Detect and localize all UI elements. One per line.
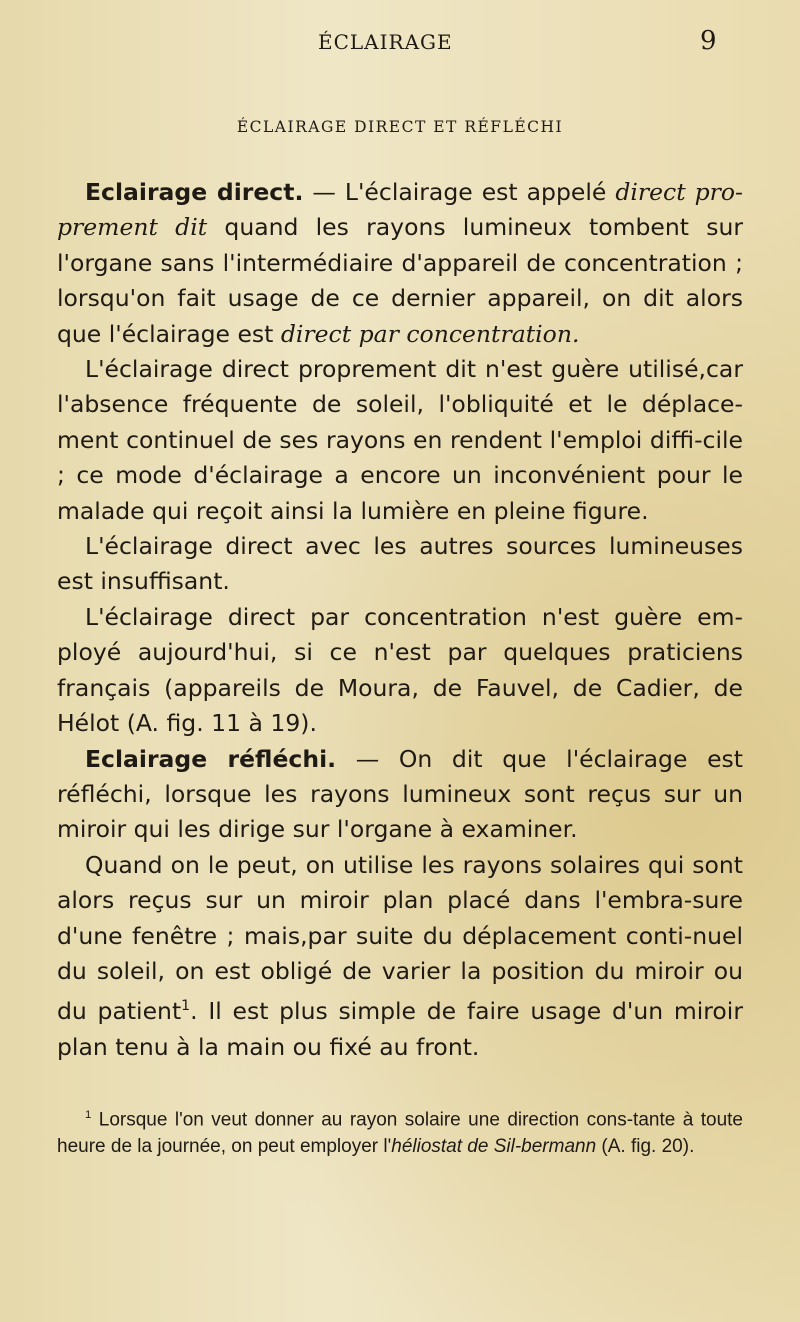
running-head: [0, 26, 800, 60]
paragraph-eclairage-reflechi: [57, 742, 743, 848]
footnote-reference: 1: [181, 998, 191, 1015]
paragraph: L'éclairage direct avec les autres sources lumineuses est insuffisant.: [57, 532, 743, 596]
paragraph-text: — On dit que l'éclairage est réfléchi, lorsque les rayons lumineux sont reçus sur un miroir qui les dirige sur l'organe à examiner.: [57, 744, 743, 844]
footnote-text: Lorsque l'on veut donner au rayon solaire une direction cons-tante à toute heure de la journée, on peut employer l': [57, 1109, 743, 1158]
paragraph-eclairage-direct: [57, 175, 743, 352]
page-number: 9: [700, 26, 718, 56]
paragraph-text: quand les rayons lumineux tombent sur l'organe sans l'intermédiaire d'appareil de concentration ; lorsqu'on fait usage de ce dernier appareil, on dit alors que l'éclairage est: [57, 213, 743, 348]
footnote-text: (A. fig. 20).: [596, 1136, 695, 1158]
paragraph-heading: Eclairage direct.: [85, 178, 304, 206]
italic-term: direct par concentration.: [280, 319, 580, 348]
footnote-number: 1: [85, 1109, 92, 1121]
running-title: ÉCLAIRAGE: [318, 30, 453, 54]
paragraph-text: Quand on le peut, on utilise les rayons solaires qui sont alors reçus sur un miroir plan placé dans l'embra-sure d'une fenêtre ; mais,par suite du déplacement conti-nuel du soleil, on est obligé de varier la position du miroir ou du patient: [57, 850, 743, 1026]
paragraph: L'éclairage direct proprement dit n'est guère utilisé,car l'absence fréquente de soleil, l'obliquité et le déplace-ment continuel de ses rayons en rendent l'emploi diffi-cile ; ce mode d'éclairage a encore un inconvénient pour le malade qui reçoit ainsi la lumière en pleine figure.: [57, 355, 743, 525]
paragraph-heading: Eclairage réfléchi.: [85, 744, 337, 773]
paragraph-text: . Il est plus simple de faire usage d'un miroir plan tenu à la main ou fixé au front.: [57, 997, 743, 1061]
paragraph: [57, 848, 743, 1065]
section-title: ÉCLAIRAGE DIRECT ET RÉFLÉCHI: [236, 118, 564, 136]
body-text: [57, 175, 743, 1065]
paragraph-text: — L'éclairage est appelé: [303, 178, 616, 206]
footnote: [57, 1102, 743, 1160]
italic-term: direct pro-prement dit: [57, 178, 744, 242]
footnote-italic: héliostat de Sil-bermann: [391, 1136, 597, 1158]
paragraph: L'éclairage direct par concentration n'est guère em-ployé aujourd'hui, si ce n'est par quelques praticiens français (appareils de Moura, de Fauvel, de Cadier, de Hélot (A. fig. 11 à 19).: [57, 602, 743, 738]
